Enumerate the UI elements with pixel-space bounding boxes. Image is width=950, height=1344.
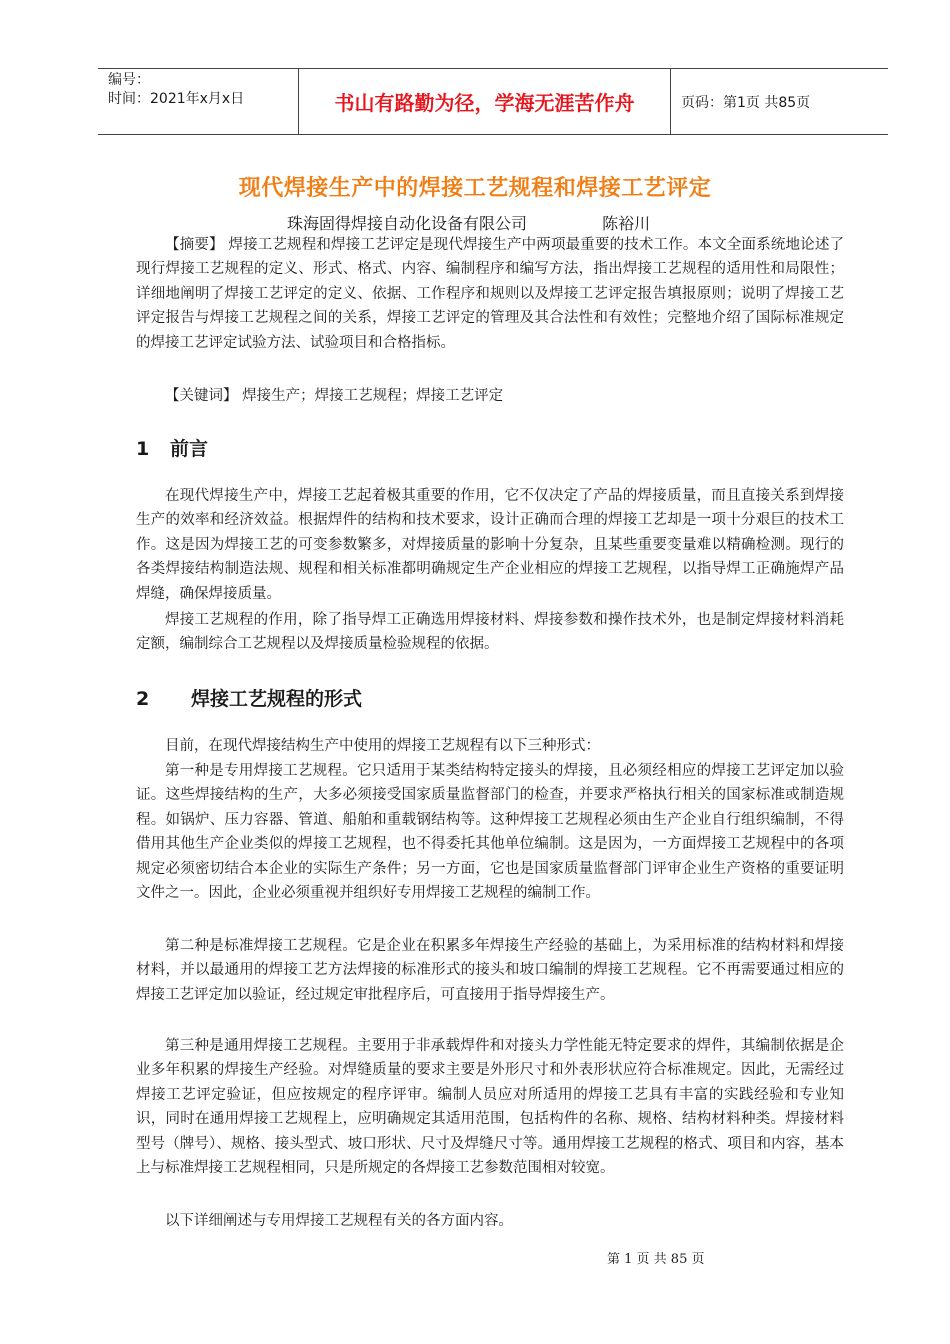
header-page-label: 页码：第1页 共85页 — [681, 94, 811, 111]
header-number-label: 编号： — [108, 72, 150, 88]
header-motto: 书山有路勤为径，学海无涯苦作舟 — [299, 69, 671, 134]
keywords-paragraph: 【关键词】 焊接生产；焊接工艺规程；焊接工艺评定 — [165, 388, 504, 404]
section-title: 焊接工艺规程的形式 — [191, 688, 363, 710]
section-number: 2 — [136, 688, 150, 710]
section-number: 1 — [136, 438, 150, 460]
section-heading-2 — [136, 684, 362, 711]
section-2-paragraph: 第三种是通用焊接工艺规程。主要用于非承载焊件和对接头力学性能无特定要求的焊件，其编制依据是企业多年积累的焊接生产经验。对焊缝质量的要求主要是外形尺寸和外表形状应符合标准规定。因此，无需经过焊接工艺评定验证，但应按规定的程序评审。编制人员应对所适用的焊接工艺具有丰富的实践经验和专业知识，同时在通用焊接工艺规程上，应明确规定其适用范围，包括构件的名称、规格、结构材料种类。焊接材料型号（牌号）、规格、接头型式、坡口形状、尺寸及焊缝尺寸等。通用焊接工艺规程的格式、项目和内容，基本上与标准焊接工艺规程相同，只是所规定的各焊接工艺参数范围相对较宽。 — [136, 1038, 844, 1177]
author-organization: 珠海固得焊接自动化设备有限公司 — [287, 214, 528, 233]
section-2-paragraph: 第二种是标准焊接工艺规程。它是企业在积累多年焊接生产经验的基础上，为采用标准的结构材料和焊接材料，并以最通用的焊接工艺方法焊接的标准形式的接头和坡口编制的焊接工艺规程。它不再需要通过相应的焊接工艺评定加以验证，经过规定审批程序后，可直接用于指导焊接生产。 — [136, 938, 844, 1003]
header-time-label: 时间：2021年x月x日 — [108, 91, 245, 107]
section-2-paragraph: 目前，在现代焊接结构生产中使用的焊接工艺规程有以下三种形式： — [165, 738, 600, 754]
section-2-paragraph: 第一种是专用焊接工艺规程。它只适用于某类结构特定接头的焊接，且必须经相应的焊接工艺评定加以验证。这些焊接结构的生产，大多必须接受国家质量监督部门的检查，并要求严格执行相关的国家标准或制造规程。如锅炉、压力容器、管道、船舶和重载钢结构等。这种焊接工艺规程必须由生产企业自行组织编制，不得借用其他生产企业类似的焊接工艺规程，也不得委托其他单位编制。这是因为，一方面焊接工艺规程中的各项规定必须密切结合本企业的实际生产条件；另一方面，它也是国家质量监督部门评审企业生产资格的重要证明文件之一。因此，企业必须重视并组织好专用焊接工艺规程的编制工作。 — [136, 763, 844, 902]
abstract-paragraph: 【摘要】 焊接工艺规程和焊接工艺评定是现代焊接生产中两项最重要的技术工作。本文全面系统地论述了现行焊接工艺规程的定义、形式、格式、内容、编制程序和编写方法，指出焊接工艺规程的适用性和局限性；详细地阐明了焊接工艺评定的定义、依据、工作程序和规则以及焊接工艺评定报告填报原则；说明了焊接工艺评定报告与焊接工艺规程之间的关系，焊接工艺评定的管理及其合法性和有效性；完整地介绍了国际标准规定的焊接工艺评定试验方法、试验项目和合格指标。 — [136, 237, 844, 351]
section-heading-1 — [136, 434, 208, 461]
section-2-paragraph: 以下详细阐述与专用焊接工艺规程有关的各方面内容。 — [165, 1213, 513, 1229]
page-header — [98, 68, 888, 135]
author-line — [287, 211, 650, 234]
section-1-paragraph: 焊接工艺规程的作用，除了指导焊工正确选用焊接材料、焊接参数和操作技术外，也是制定焊接材料消耗定额，编制综合工艺规程以及焊接质量检验规程的依据。 — [136, 612, 844, 653]
author-name: 陈裕川 — [602, 214, 651, 233]
section-1-paragraph: 在现代焊接生产中，焊接工艺起着极其重要的作用，它不仅决定了产品的焊接质量，而且直接关系到焊接生产的效率和经济效益。根据焊件的结构和技术要求，设计正确而合理的焊接工艺却是一项十分艰巨的技术工作。这是因为焊接工艺的可变参数繁多，对焊接质量的影响十分复杂，且某些重要变量难以精确检测。现行的各类焊接结构制造法规、规程和相关标准都明确规定生产企业相应的焊接工艺规程，以指导焊工正确施焊产品焊缝，确保焊接质量。 — [136, 488, 844, 602]
section-title: 前言 — [170, 438, 209, 460]
page-footer: 第 1 页 共 85 页 — [607, 1252, 705, 1267]
document-title: 现代焊接生产中的焊接工艺规程和焊接工艺评定 — [238, 176, 712, 201]
header-meta — [98, 69, 299, 134]
